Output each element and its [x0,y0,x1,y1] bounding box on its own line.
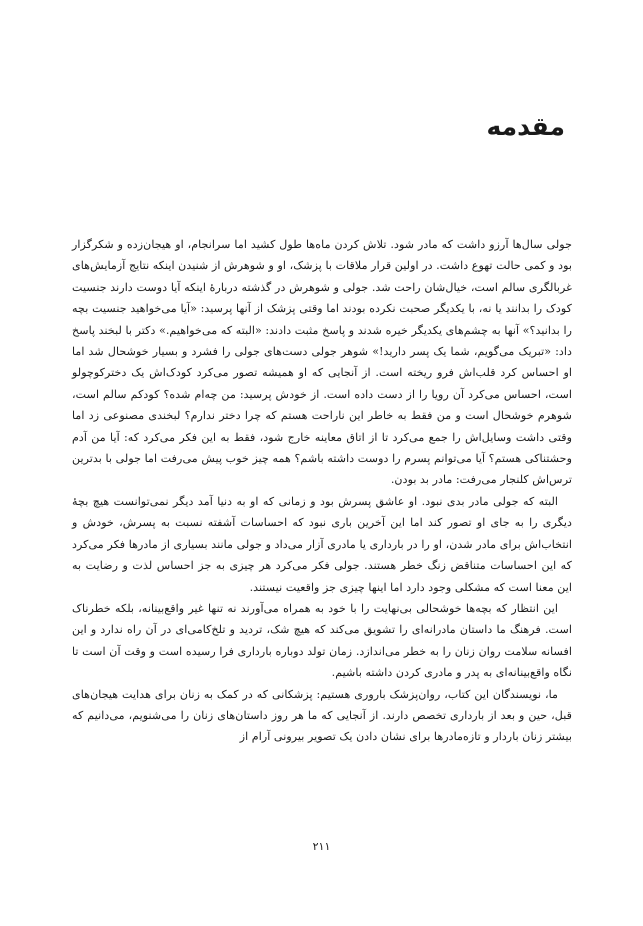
paragraph: این انتظار که بچه‌ها خوشحالی بی‌نهایت را با خود به همراه می‌آورند نه تنها غیر واقع‌بینانه، بلکه خطرناک است. فرهنگ ما داستان مادرانه‌ای را تشویق می‌کند که هیچ شک، تردید و تلخ‌کامی‌ای در آن راه ندارد و این افسانه سلامت روان زنان را به خطر می‌اندازد. زمان تولد دوباره بارداری فرا رسیده است و وقت آن است تا نگاه واقع‌بینانه‌ای به پدر و مادری کردن داشته باشیم. [72,601,572,680]
paragraph: البته که جولی مادر بدی نبود. او عاشق پسرش بود و زمانی که او به دنیا آمد دیگر نمی‌توانست هیچ بچهٔ دیگری را به جای او تصور کند اما این آخرین باری نبود که احساسات آشفته نسبت به پسرش، خودش و انتخاب‌اش برای مادر شدن، او را در بارداری یا مادری آزار می‌داد و جولی مانند بسیاری از مادرها فکر می‌کرد که این احساسات متناقض زنگ خطر هستند. جولی فکر می‌کرد هر چیزی به جز احساس لذت و رضایت به این معنا است که مشکلی وجود دارد اما اینها چیزی جز واقعیت نیستند. [72,494,572,594]
paragraph: جولی سال‌ها آرزو داشت که مادر شود. تلاش کردن ماه‌ها طول کشید اما سرانجام، او هیجان‌زده و شکرگزار بود و کمی حالت تهوع داشت. در اولین قرار ملاقات با پزشک، او و شوهرش از شنیدن اینکه نتایج آزمایش‌های غربالگری سالم است، خیال‌شان راحت شد. جولی و شوهرش در گذشته دربارهٔ اینکه آیا دوست دارند جنسیت کودک را بدانند یا نه، با یکدیگر صحبت نکرده بودند اما وقتی پزشک از آنها پرسید: «آیا می‌خواهید جنسیت بچه را بدانید؟» آنها به چشم‌های یکدیگر خیره شدند و پاسخ مثبت دادند: «البته که می‌خواهیم.» دکتر با لبخند پاسخ داد: «تبریک می‌گویم، شما یک پسر دارید!» شوهر جولی دست‌های جولی را فشرد و بسیار خوشحال شد اما او احساس کرد قلب‌اش فرو ریخته است. از آنجایی که او همیشه تصور می‌کرد کودک‌اش یک دخترکوچولو است، احساس می‌کرد آن رویا را از دست داده است. از خودش پرسید: من چه‌ام شده؟ کودکم سالم است، شوهرم خوشحال است و من فقط به خاطر این ناراحت هستم که چرا دختر ندارم؟ لبخندی مصنوعی زد اما وقتی داشت وسایل‌اش را جمع می‌کرد تا از اتاق معاینه خارج شود، فقط به این فکر می‌کرد که: آیا من آدم وحشتناکی هستم؟ آیا می‌توانم پسرم را دوست داشته باشم؟ همه چیز خوب پیش می‌رفت اما جولی با بدترین ترس‌اش کلنجار می‌رفت: مادر بد بودن. [72,238,572,487]
chapter-heading: مقدمه [486,112,565,141]
page-number: ۲۱۱ [312,840,331,853]
paragraph: ما، نویسندگان این کتاب، روان‌پزشک باروری هستیم: پزشکانی که در کمک به زنان برای هدایت هیجان‌های قبل، حین و بعد از بارداری تخصص دارند. از آنجایی که ما هر روز داستان‌های زنان را می‌شنویم، می‌دانیم که بیشتر زنان باردار و تازه‌مادرها برای نشان دادن یک تصویر بیرونی آرام از [72,687,572,744]
body-text [72,234,572,748]
